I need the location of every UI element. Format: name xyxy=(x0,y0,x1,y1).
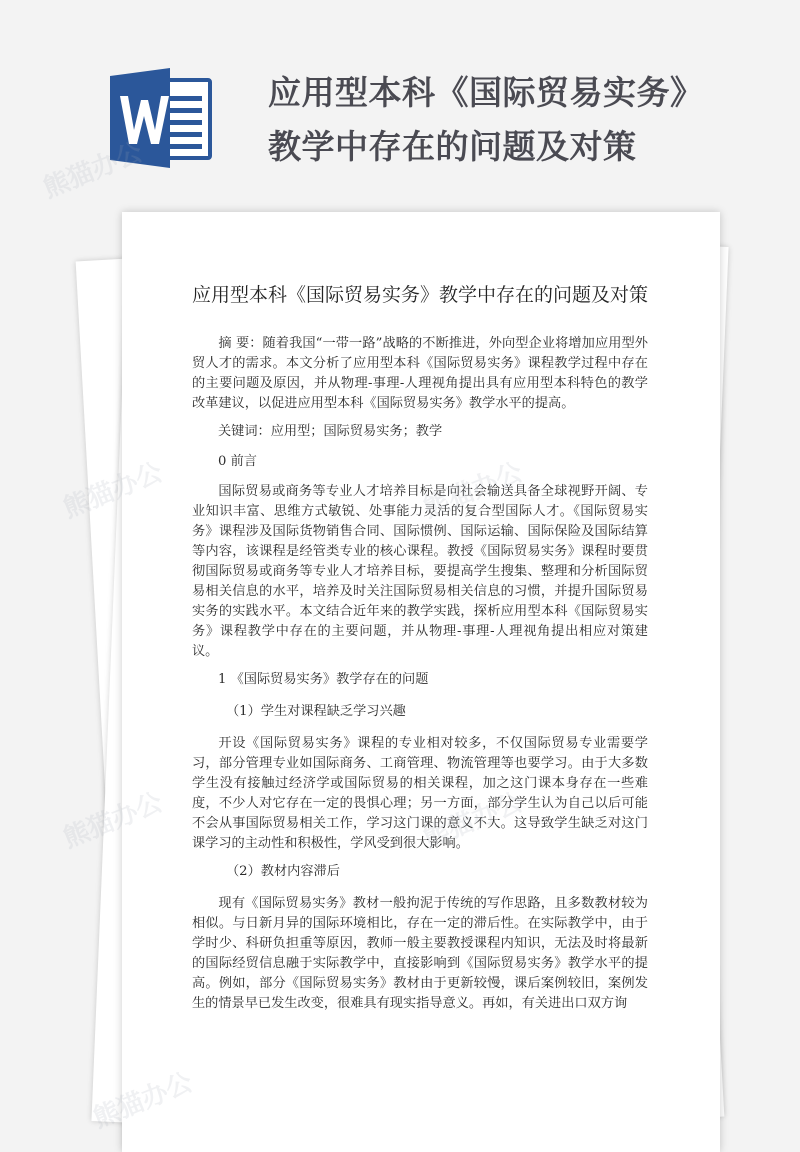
page-header xyxy=(0,0,800,200)
keywords: 关键词：应用型；国际贸易实务；教学 xyxy=(218,424,443,439)
document-body xyxy=(192,280,648,1022)
document-title: 应用型本科《国际贸易实务》教学中存在的问题及对策 xyxy=(192,284,649,306)
subsection-heading-textbook: （2）教材内容滞后 xyxy=(226,864,340,879)
preface-paragraph: 国际贸易或商务等专业人才培养目标是向社会输送具备全球视野开阔、专业知识丰富、思维方式敏锐、处事能力灵活的复合型国际人才。《国际贸易实务》课程涉及国际货物销售合同、国际惯例、国际运输、国际保险及国际结算等内容，该课程是经管类专业的核心课程。教授《国际贸易实务》课程时要贯彻国际贸易或商务等专业人才培养目标，要提高学生搜集、整理和分析国际贸易相关信息的水平，培养及时关注国际贸易相关信息的习惯，并提升国际贸易实务的实践水平。本文结合近年来的教学实践，探析应用型本科《国际贸易实务》课程教学中存在的主要问题，并从物理-事理-人理视角提出相应对策建议。 xyxy=(192,484,648,659)
word-document-icon xyxy=(108,66,212,170)
subsection-heading-interest: （1）学生对课程缺乏学习兴趣 xyxy=(226,704,406,719)
interest-paragraph: 开设《国际贸易实务》课程的专业相对较多，不仅国际贸易专业需要学习，部分管理专业如国际商务、工商管理、物流管理等也要学习。由于大多数学生没有接触过经济学或国际贸易的相关课程，加之这门课本身存在一些难度，不少人对它存在一定的畏惧心理；另一方面，部分学生认为自己以后可能不会从事国际贸易相关工作，学习这门课的意义不大。这导致学生缺乏对这门课学习的主动性和积极性，学风受到很大影响。 xyxy=(192,736,648,851)
textbook-paragraph: 现有《国际贸易实务》教材一般拘泥于传统的写作思路，且多数教材较为相似。与日新月异的国际环境相比，存在一定的滞后性。在实际教学中，由于学时少、科研负担重等原因，教师一般主要教授课程内知识，无法及时将最新的国际经贸信息融于实际教学中，直接影响到《国际贸易实务》教学水平的提高。例如，部分《国际贸易实务》教材由于更新较慢，课后案例较旧，案例发生的情景早已发生改变，很难具有现实指导意义。再如，有关进出口双方询 xyxy=(192,896,648,1011)
watermark: 熊猫办公 xyxy=(39,137,147,205)
abstract: 摘 要：随着我国“一带一路”战略的不断推进，外向型企业将增加应用型外贸人才的需求。本文分析了应用型本科《国际贸易实务》课程教学过程中存在的主要问题及原因，并从物理-事理-人理视角提出具有应用型本科特色的教学改革建议，以促进应用型本科《国际贸易实务》教学水平的提高。 xyxy=(192,336,648,411)
section-heading-problems: 1 《国际贸易实务》教学存在的问题 xyxy=(218,672,429,687)
header-title-line2: 教学中存在的问题及对策 xyxy=(268,127,637,166)
header-title-line1: 应用型本科《国际贸易实务》 xyxy=(268,73,704,112)
header-title xyxy=(268,66,788,174)
document-page xyxy=(122,212,720,1152)
section-heading-preface: 0 前言 xyxy=(218,454,257,469)
